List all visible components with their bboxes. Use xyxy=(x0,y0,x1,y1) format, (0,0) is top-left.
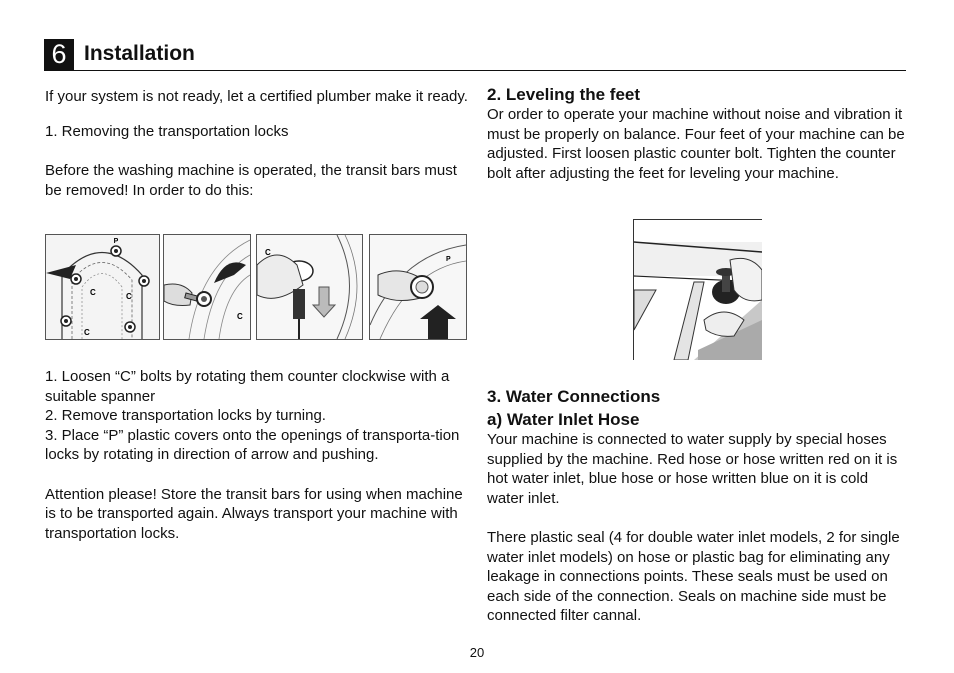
figure-rear-panel xyxy=(45,234,160,340)
water-section xyxy=(487,386,907,626)
seal-text: There plastic seal (4 for double water inlet models, 2 for single water inlet models) on hose or plastic bag for eliminating any leakage in connections points. These seals must be used on each side of the connection. Seals on machine side must be connected filter cannal. xyxy=(487,529,900,624)
figure-spanner xyxy=(163,234,251,340)
inlet-title: a) Water Inlet Hose xyxy=(487,410,640,429)
inlet-text: Your machine is connected to water supply by special hoses supplied by the machine. Red hose or hose written red on it is hot water inlet, blue hose or hose written blue on it is cold water inlet. xyxy=(487,431,898,507)
step-1: 1. Loosen “C” bolts by rotating them counter clockwise with a suitable spanner xyxy=(45,368,450,405)
figure-place-cover xyxy=(369,234,467,340)
label-c: C xyxy=(90,288,96,297)
label-c: C xyxy=(84,328,90,337)
section-header xyxy=(44,39,906,71)
water-title: 3. Water Connections xyxy=(487,387,661,406)
before-text: Before the washing machine is operated, the transit bars must be removed! In order to do this: xyxy=(45,162,457,199)
section-title: Installation xyxy=(84,42,195,65)
attention-text: Attention please! Store the transit bars for using when machine is to be transported again. Always transport your machine with transportation locks. xyxy=(45,485,463,542)
intro-text: If your system is not ready, let a certified plumber make it ready. xyxy=(45,88,468,105)
label-c: C xyxy=(237,312,243,321)
left-column-top xyxy=(45,87,470,200)
label-c: C xyxy=(265,248,271,257)
label-c: C xyxy=(126,292,132,301)
leveling-title: 2. Leveling the feet xyxy=(487,85,641,104)
figure-leveling-foot xyxy=(633,219,762,360)
label-p: P xyxy=(113,238,119,245)
step1-title: 1. Removing the transportation locks xyxy=(45,122,289,140)
left-column-bottom xyxy=(45,367,470,543)
step-3: 3. Place “P” plastic covers onto the openings of transporta-tion locks by rotating in direction of arrow and pushing. xyxy=(45,426,460,463)
leveling-section xyxy=(487,84,907,183)
label-p: P xyxy=(446,256,451,263)
leveling-text: Or order to operate your machine without noise and vibration it must be properly on balance. Four feet of your machine can be adjusted. First loosen plastic counter bolt. Tighten the counter bolt after adjusting the feet for leveling your machine. xyxy=(487,106,905,182)
page-number: 20 xyxy=(469,645,485,660)
figure-remove-lock xyxy=(256,234,363,340)
step-2: 2. Remove transportation locks by turning. xyxy=(45,407,326,424)
section-number: 6 xyxy=(44,39,74,70)
